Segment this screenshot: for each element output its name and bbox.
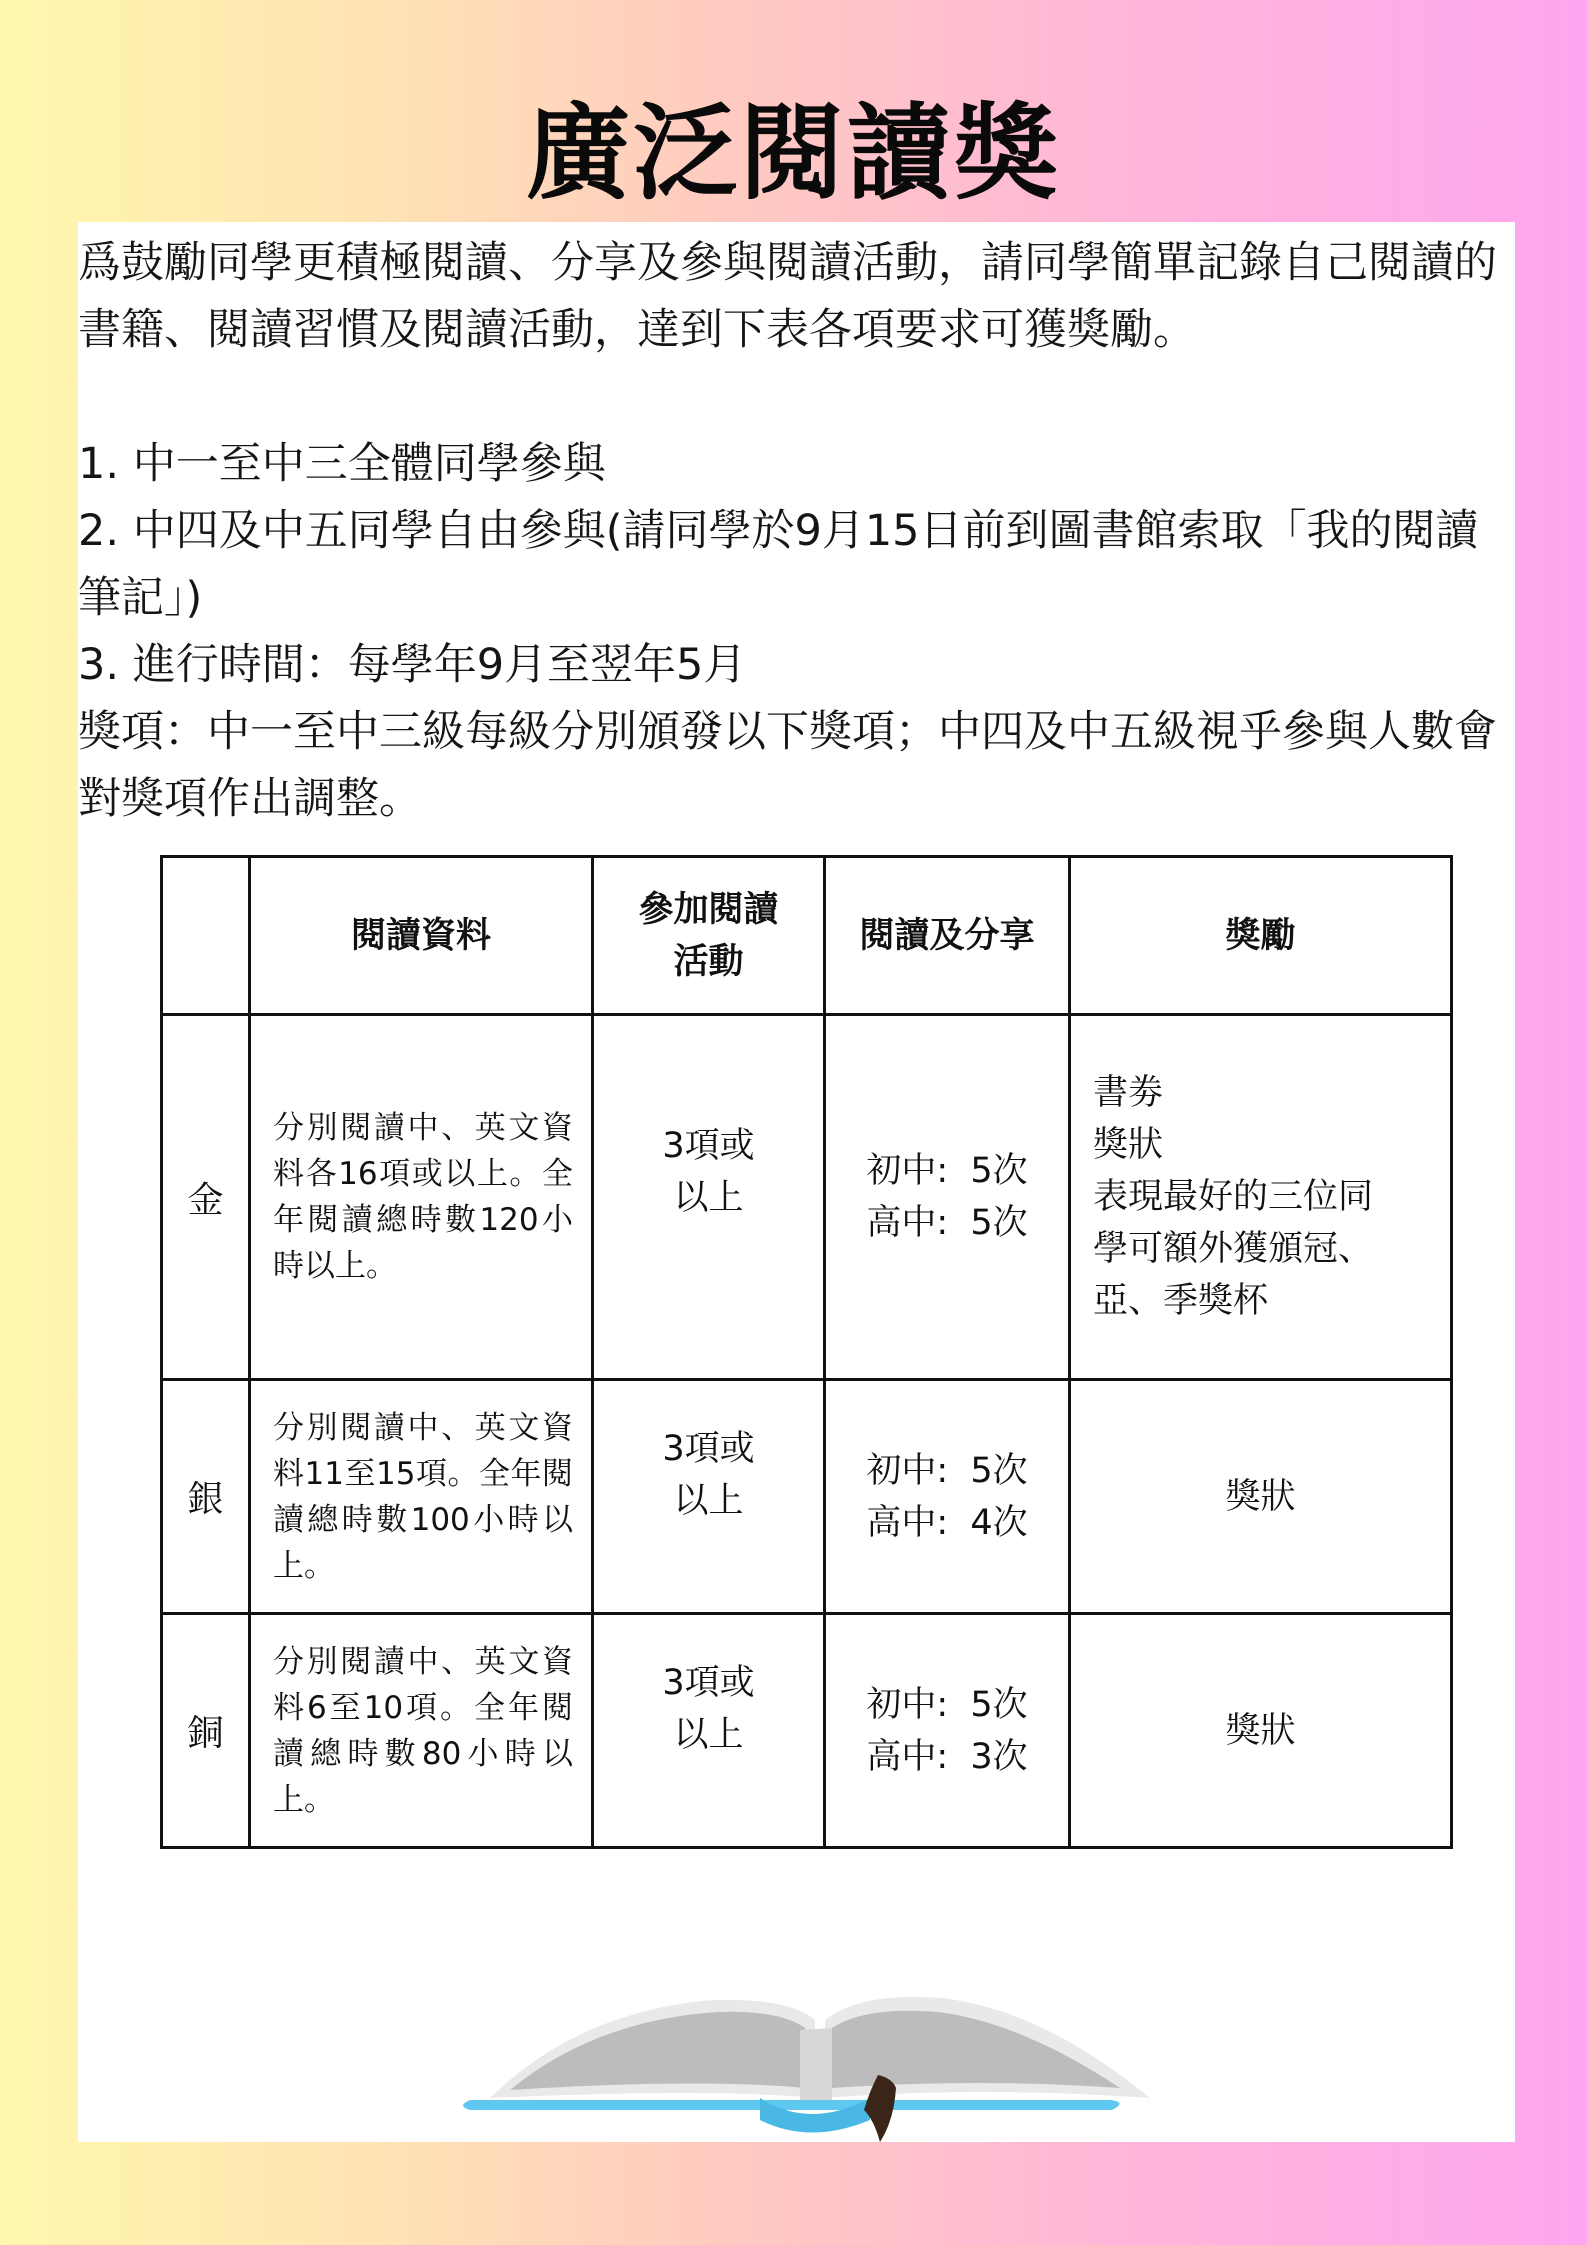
rule-2: 2. 中四及中五同學自由參與(請同學於9月15日前到圖書館索取「我的閱讀筆記」): [78, 506, 1479, 623]
intro-paragraph: 爲鼓勵同學更積極閱讀、分享及參與閱讀活動，請同學簡單記錄自己閱讀的書籍、閱讀習慣及閱讀活動，達到下表各項要求可獲獎勵。: [78, 238, 1497, 355]
prize-gold: [1070, 1015, 1452, 1380]
prize-gold-line: 書劵: [1093, 1073, 1164, 1113]
header-activity-line1: 參加閱讀: [638, 889, 779, 930]
paragraph-spacer: [78, 364, 1515, 431]
prize-gold-line: 學可額外獲頒冠、: [1093, 1229, 1374, 1269]
awards-note: 獎項：中一至中三級每級分別頒發以下獎項；中四及中五級視乎參與人數會對獎項作出調整。: [78, 707, 1497, 824]
page-title: 廣泛閱讀獎: [525, 92, 1061, 214]
intro-text: [78, 230, 1515, 833]
rule-3: 3. 進行時間：每學年9月至翌年5月: [78, 640, 747, 690]
share-gold-senior: 高中: 5次: [866, 1203, 1028, 1243]
share-gold: [825, 1015, 1070, 1380]
share-silver-junior: 初中: 5次: [866, 1450, 1028, 1491]
header-activity: [593, 857, 825, 1015]
table-row-silver: [162, 1380, 1452, 1614]
activity-silver-text: [594, 1381, 823, 1527]
table-row-gold: [162, 1015, 1452, 1380]
share-bronze-senior: 高中: 3次: [866, 1736, 1028, 1777]
open-book-icon: [460, 1970, 1180, 2145]
content-panel: [78, 222, 1515, 2142]
prize-bronze: 獎狀: [1070, 1614, 1452, 1848]
award-table: [160, 855, 1453, 1849]
prize-silver: 獎狀: [1070, 1380, 1452, 1614]
prize-gold-line: 獎狀: [1093, 1125, 1164, 1165]
level-gold: 金: [162, 1015, 250, 1380]
table-header-row: [162, 857, 1452, 1015]
header-prize: 獎勵: [1070, 857, 1452, 1015]
activity-bronze-text: [594, 1615, 823, 1761]
share-bronze-junior: 初中: 5次: [866, 1684, 1028, 1725]
header-material: 閱讀資料: [250, 857, 593, 1015]
activity-silver: [593, 1380, 825, 1614]
activity-gold: [593, 1015, 825, 1380]
activity-gold-line2: 以上: [673, 1178, 744, 1218]
rule-1: 1. 中一至中三全體同學參與: [78, 439, 606, 489]
activity-bronze-line2: 以上: [673, 1715, 744, 1755]
activity-bronze-line1: 3項或: [662, 1663, 755, 1703]
share-silver-senior: 高中: 4次: [866, 1502, 1028, 1543]
share-bronze: [825, 1614, 1070, 1848]
material-bronze: 分別閱讀中、英文資料6至10項。全年閱讀總時數80小時以上。: [250, 1614, 593, 1848]
prize-gold-line: 亞、季獎杯: [1093, 1281, 1269, 1321]
share-silver: [825, 1380, 1070, 1614]
level-bronze: 銅: [162, 1614, 250, 1848]
prize-gold-line: 表現最好的三位同: [1093, 1177, 1374, 1217]
share-gold-junior: 初中: 5次: [866, 1151, 1028, 1191]
material-silver: 分別閱讀中、英文資料11至15項。全年閱讀總時數100小時以上。: [250, 1380, 593, 1614]
header-share: 閱讀及分享: [825, 857, 1070, 1015]
activity-gold-text: [594, 1016, 823, 1224]
header-activity-line2: 活動: [673, 941, 744, 982]
level-silver: 銀: [162, 1380, 250, 1614]
activity-bronze: [593, 1614, 825, 1848]
table-row-bronze: [162, 1614, 1452, 1848]
activity-silver-line2: 以上: [673, 1481, 744, 1521]
activity-gold-line1: 3項或: [662, 1126, 755, 1166]
header-level: [162, 857, 250, 1015]
material-gold: 分別閱讀中、英文資料各16項或以上。全年閱讀總時數120小時以上。: [250, 1015, 593, 1380]
activity-silver-line1: 3項或: [662, 1429, 755, 1469]
